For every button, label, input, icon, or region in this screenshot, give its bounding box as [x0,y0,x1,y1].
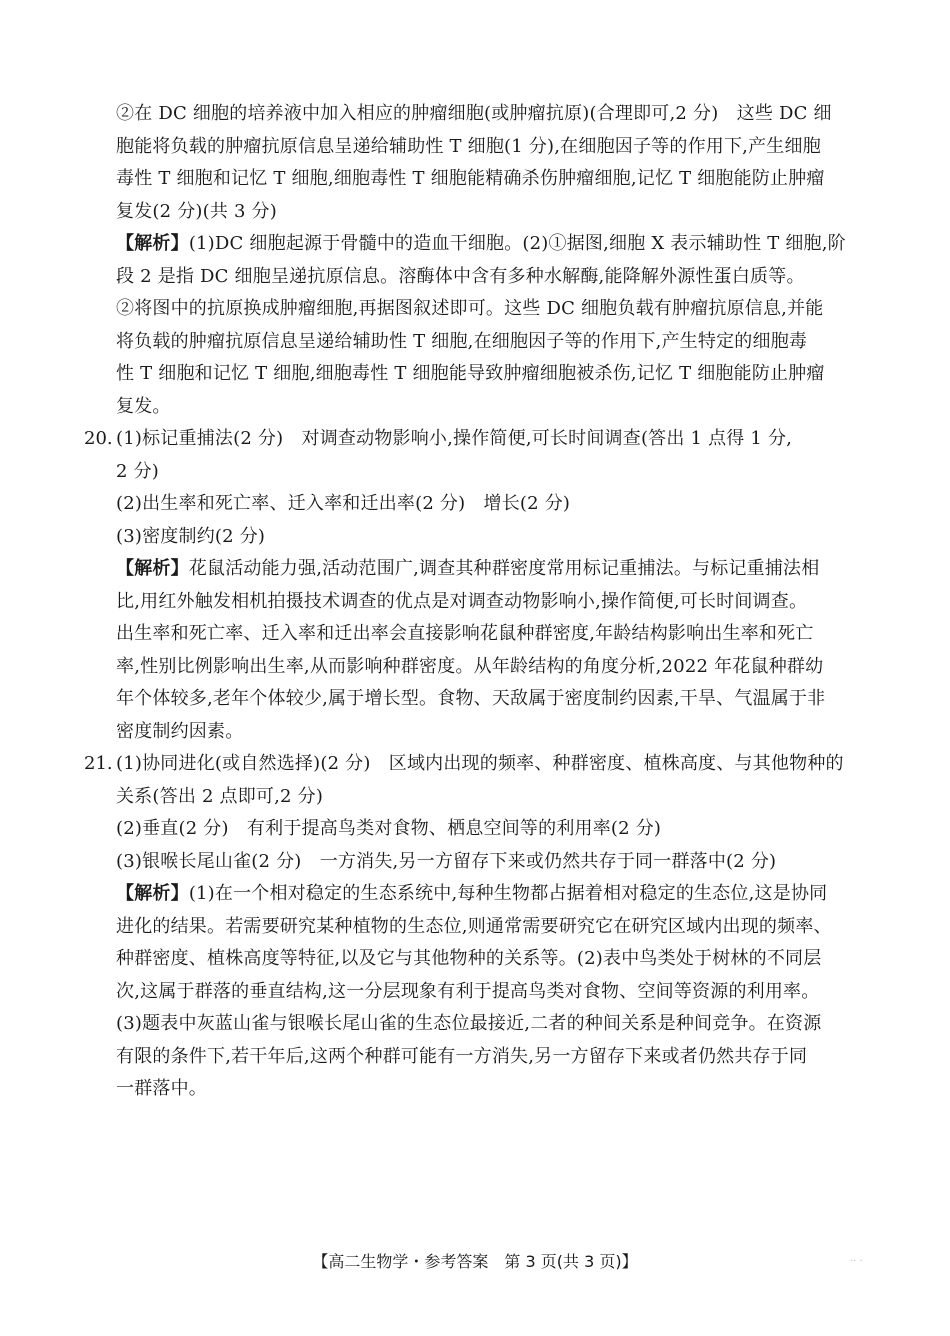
q21-analysis-line: 一群落中。 [116,1078,207,1099]
q20-answer-line: (2)出生率和死亡率、迁入率和迁出率(2 分) 增长(2 分) [116,493,571,514]
q20-analysis-line: 率,性别比例影响出生率,从而影响种群密度。从年龄结构的角度分析,2022 年花鼠种群幼 [116,655,824,677]
question-number: 20. [84,428,113,449]
q21-analysis-line: 有限的条件下,若干年后,这两个种群可能有一方消失,另一方留存下来或者仍然共存于同 [116,1045,808,1067]
analysis-label: 【解析】 [116,883,189,904]
q19-analysis-line: 性 T 细胞和记忆 T 细胞,细胞毒性 T 细胞能导致肿瘤细胞被杀伤,记忆 T 细胞能防止肿瘤 [116,363,825,384]
corner-dots-icon: ·· · [850,1256,863,1267]
q20-answer [84,423,866,748]
q19-analysis-first-line [116,228,866,261]
page-footer: 【高二生物学・参考答案 第 3 页(共 3 页)】 [312,1252,638,1271]
q21-answer-line: (1)协同进化(或自然选择)(2 分) 区域内出现的频率、种群密度、植株高度、与其他物种的 [116,753,844,774]
analysis-label: 【解析】 [116,233,189,254]
q19-answer-line: 毒性 T 细胞和记忆 T 细胞,细胞毒性 T 细胞能精确杀伤肿瘤细胞,记忆 T 细胞能防止肿瘤 [116,168,825,189]
q19-analysis-line: 复发。 [116,395,171,417]
q20-answer-line: 2 分) [116,460,159,482]
analysis-label: 【解析】 [116,558,189,579]
q21-answer [84,748,866,1106]
q21-answer-line: (2)垂直(2 分) 有利于提高鸟类对食物、栖息空间等的利用率(2 分) [116,818,662,839]
q19-answer-line: ②在 DC 细胞的培养液中加入相应的肿瘤细胞(或肿瘤抗原)(合理即可,2 分) 这些 DC 细 [116,103,832,124]
q21-analysis-first-line [116,878,866,911]
q20-answer-line: (1)标记重捕法(2 分) 对调查动物影响小,操作简便,可长时间调查(答出 1 点得 1 分, [116,428,793,449]
q19-analysis-line: ②将图中的抗原换成肿瘤细胞,再据图叙述即可。这些 DC 细胞负载有肿瘤抗原信息,并能 [116,298,824,319]
analysis-text: 花鼠活动能力强,活动范围广,调查其种群密度常用标记重捕法。与标记重捕法相 [188,558,820,579]
answer-content [84,98,866,1106]
q21-analysis-line: 次,这属于群落的垂直结构,这一分层现象有利于提高鸟类对食物、空间等资源的利用率。 [116,980,820,1002]
q20-analysis-line: 年个体较多,老年个体较少,属于增长型。食物、天敌属于密度制约因素,干旱、气温属于非 [116,688,826,709]
q19-answer-line: 胞能将负载的肿瘤抗原信息呈递给辅助性 T 细胞(1 分),在细胞因子等的作用下,产生细胞 [116,135,821,157]
q19-analysis-line: 段 2 是指 DC 细胞呈递抗原信息。溶酶体中含有多种水解酶,能降解外源性蛋白质等。 [116,265,805,287]
analysis-text: (1)在一个相对稳定的生态系统中,每种生物都占据着相对稳定的生态位,这是协同 [188,883,828,904]
q21-analysis-line: 种群密度、植株高度等特征,以及它与其他物种的关系等。(2)表中鸟类处于树林的不同层 [116,948,822,969]
q20-analysis-line: 比,用红外触发相机拍摄技术调查的优点是对调查动物影响小,操作简便,可长时间调查。 [116,590,808,612]
q19-answer-line: 复发(2 分)(共 3 分) [116,200,277,222]
q20-answer-line: (3)密度制约(2 分) [116,525,266,547]
q21-answer-line: (3)银喉长尾山雀(2 分) 一方消失,另一方留存下来或仍然共存于同一群落中(2 分) [116,850,777,872]
q21-analysis-line: (3)题表中灰蓝山雀与银喉长尾山雀的生态位最接近,二者的种间关系是种间竞争。在资源 [116,1013,822,1034]
analysis-text: (1)DC 细胞起源于骨髓中的造血干细胞。(2)①据图,细胞 X 表示辅助性 T 细胞,阶 [188,233,846,254]
question-number: 21. [84,753,113,774]
q20-analysis-first-line [116,553,866,586]
q20-analysis-line: 密度制约因素。 [116,720,244,742]
q21-analysis-line: 进化的结果。若需要研究某种植物的生态位,则通常需要研究它在研究区域内出现的频率、 [116,915,832,937]
q20-analysis-line: 出生率和死亡率、迁入率和迁出率会直接影响花鼠种群密度,年龄结构影响出生率和死亡 [116,623,814,644]
q19-analysis-line: 将负载的肿瘤抗原信息呈递给辅助性 T 细胞,在细胞因子等的作用下,产生特定的细胞毒 [116,330,808,352]
q21-answer-line: 关系(答出 2 点即可,2 分) [116,785,324,807]
q19-answer-continuation [116,98,866,423]
